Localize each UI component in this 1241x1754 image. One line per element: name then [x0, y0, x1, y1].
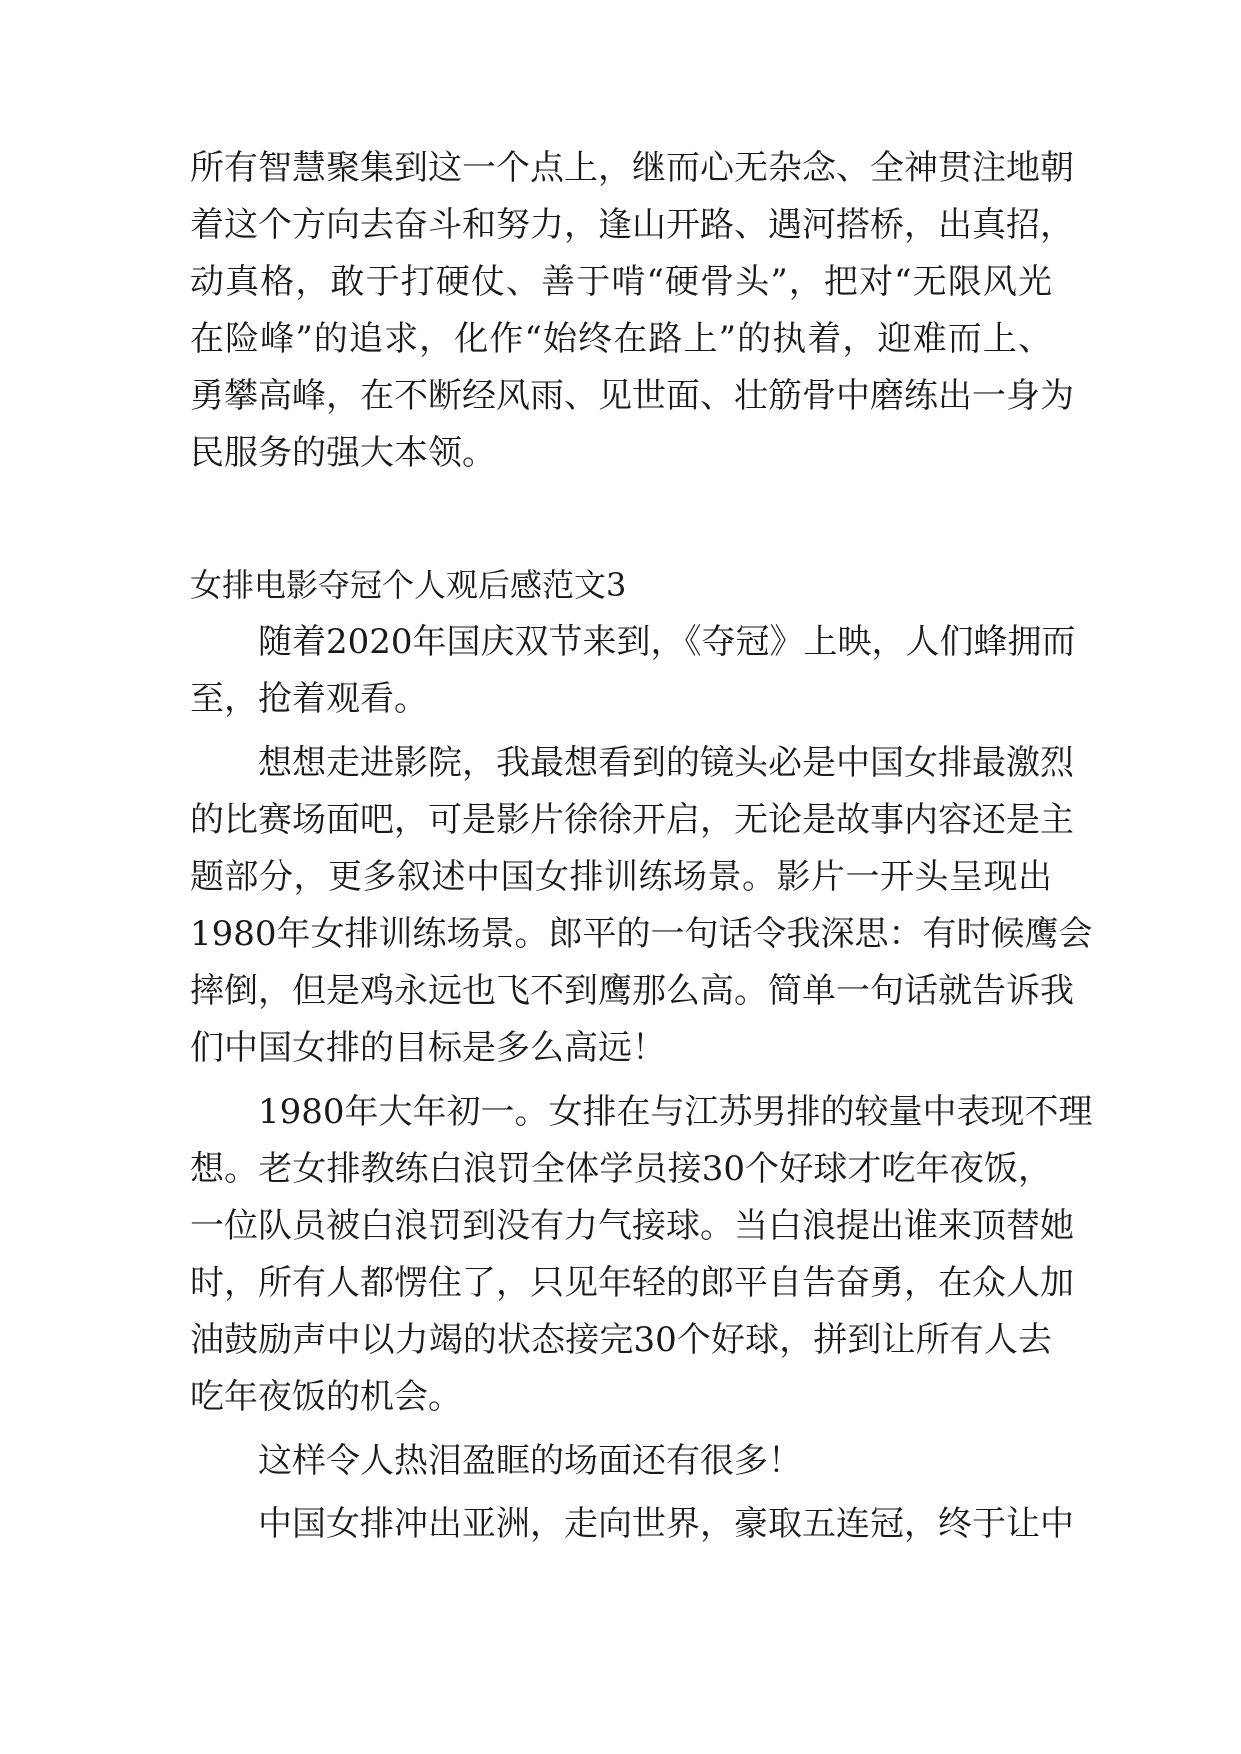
- text-line: 一位队员被白浪罚到没有力气接球。当白浪提出谁来顶替她: [190, 1206, 1074, 1246]
- text-line: 摔倒，但是鸡永远也飞不到鹰那么高。简单一句话就告诉我: [190, 971, 1074, 1011]
- text-line: 吃年夜饭的机会。: [190, 1377, 462, 1417]
- text-line: 想。老女排教练白浪罚全体学员接30个好球才吃年夜饭，: [190, 1149, 1052, 1189]
- text-line: 动真格，敢于打硬仗、善于啃“硬骨头”，把对“无限风光: [190, 262, 1052, 302]
- text-line: 所有智慧聚集到这一个点上，继而心无杂念、全神贯注地朝: [190, 148, 1074, 188]
- text-line: 时，所有人都愣住了，只见年轻的郎平自告奋勇，在众人加: [190, 1263, 1074, 1303]
- text-line: 1980年大年初一。女排在与江苏男排的较量中表现不理: [258, 1092, 1093, 1132]
- text-line: 随着2020年国庆双节来到，《夺冠》上映，人们蜂拥而: [258, 622, 1076, 662]
- text-line: 1980年女排训练场景。郎平的一句话令我深思：有时候鹰会: [190, 914, 1093, 954]
- text-line: 这样令人热泪盈眶的场面还有很多！: [258, 1441, 802, 1481]
- text-line: 中国女排冲出亚洲，走向世界，豪取五连冠，终于让中: [258, 1504, 1074, 1544]
- text-line: 想想走进影院，我最想看到的镜头必是中国女排最激烈: [258, 743, 1074, 783]
- text-line: 的比赛场面吧，可是影片徐徐开启，无论是故事内容还是主: [190, 800, 1074, 840]
- text-line: 们中国女排的目标是多么高远！: [190, 1028, 666, 1068]
- text-line: 至，抢着观看。: [190, 679, 428, 719]
- text-line: 油鼓励声中以力竭的状态接完30个好球，拼到让所有人去: [190, 1320, 1052, 1360]
- text-line: 着这个方向去奋斗和努力，逢山开路、遇河搭桥，出真招，: [190, 205, 1074, 245]
- text-line: 民服务的强大本领。: [190, 433, 496, 473]
- section-title: 女排电影夺冠个人观后感范文3: [190, 566, 627, 604]
- text-line: 题部分，更多叙述中国女排训练场景。影片一开头呈现出: [190, 857, 1052, 897]
- text-line: 勇攀高峰，在不断经风雨、见世面、壮筋骨中磨练出一身为: [190, 376, 1074, 416]
- text-line: 在险峰”的追求，化作“始终在路上”的执着，迎难而上、: [190, 319, 1052, 359]
